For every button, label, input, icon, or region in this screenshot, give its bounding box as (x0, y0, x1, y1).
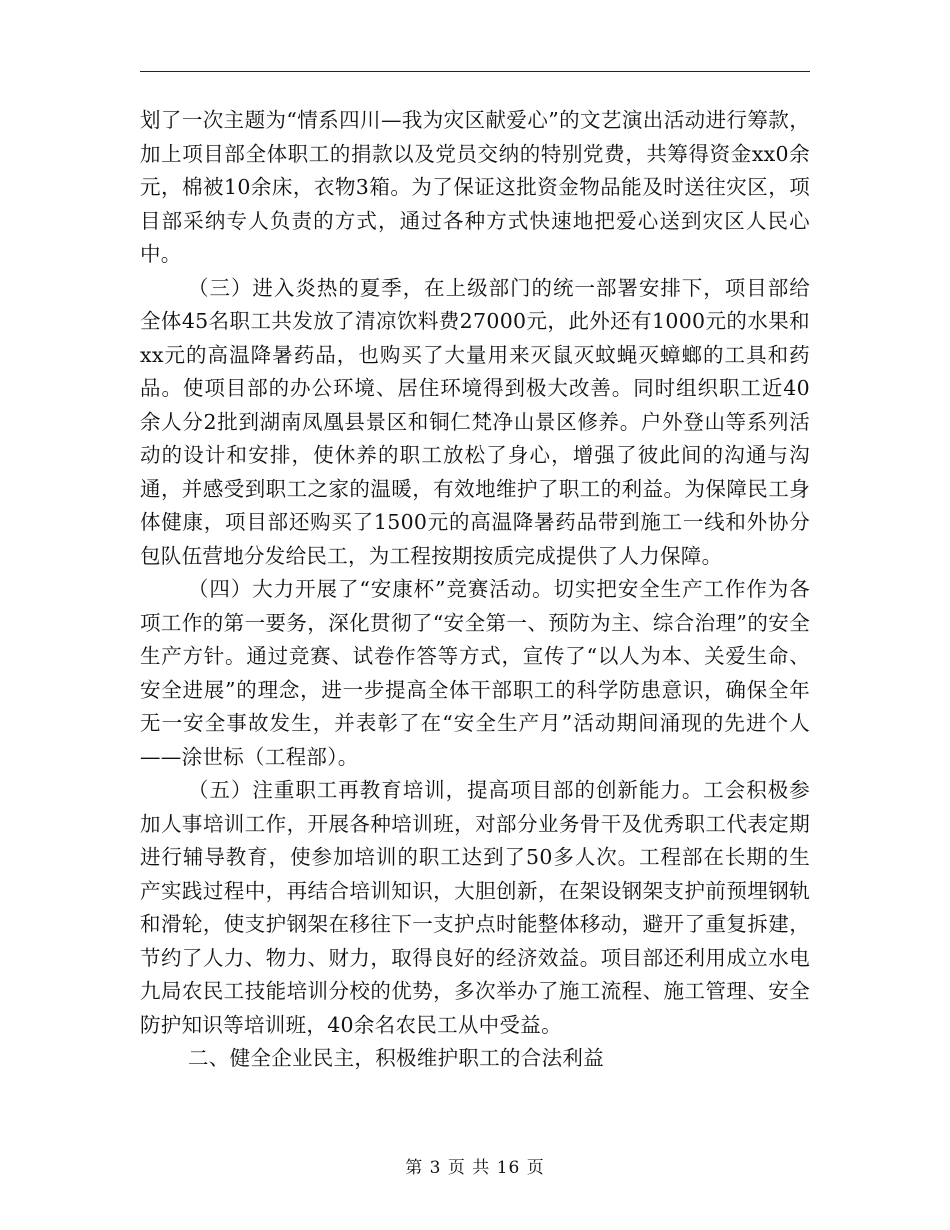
section-heading-democracy: 二、健全企业民主，积极维护职工的合法利益 (188, 1046, 604, 1070)
paragraph-training: （五）注重职工再教育培训，提高项目部的创新能力。工会积极参加人事培训工作，开展各种培训班，对部分业务骨干及优秀职工代表定期进行辅导教育，使参加培训的职工达到了50多人次。工程部在长期的生产实践过程中，再结合培训知识，大胆创新，在架设钢架支护前预埋钢轨和滑轮，使支护钢架在移往下一支护点时能整体移动，避开了重复拆建，节约了人力、物力、财力，取得良好的经济效益。项目部还利用成立水电九局农民工技能培训分校的优势，多次举办了施工流程、施工管理、安全防护知识等培训班，40余名农民工从中受益。 (140, 778, 810, 1037)
paragraph-summer-welfare: （三）进入炎热的夏季，在上级部门的统一部署安排下，项目部给全体45名职工共发放了清凉饮料费27000元，此外还有1000元的水果和xx元的高温降暑药品，也购买了大量用来灭鼠灭蚊蝇灭蟑螂的工具和药品。使项目部的办公环境、居住环境得到极大改善。同时组织职工近40余人分2批到湖南凤凰县景区和铜仁梵净山景区修养。户外登山等系列活动的设计和安排，使休养的职工放松了身心，增强了彼此间的沟通与沟通，并感受到职工之家的温暖，有效地维护了职工的利益。为保障民工身体健康，项目部还购买了1500元的高温降暑药品带到施工一线和外协分包队伍营地分发给民工，为工程按期按质完成提供了人力保障。 (140, 275, 810, 568)
paragraph-donation-continued: 划了一次主题为“情系四川—我为灾区献爱心”的文艺演出活动进行筹款，加上项目部全体职工的捐款以及党员交纳的特别党费，共筹得资金xx0余元，棉被10余床，衣物3箱。为了保证这批资金物品能及时送往灾区，项目部采纳专人负责的方式，通过各种方式快速地把爱心送到灾区人民心中。 (140, 108, 810, 266)
page-number-footer: 第 3 页 共 16 页 (405, 1158, 545, 1178)
paragraph-ankang-cup: （四）大力开展了“安康杯”竞赛活动。切实把安全生产工作作为各项工作的第一要务，深化贯彻了“安全第一、预防为主、综合治理”的安全生产方针。通过竞赛、试卷作答等方式，宣传了“以人为本、关爱生命、安全进展”的理念，进一步提高全体干部职工的科学防患意识，确保全年无一安全事故发生，并表彰了在“安全生产月”活动期间涌现的先进个人——涂世标（工程部）。 (140, 577, 810, 769)
document-body (140, 104, 810, 1076)
header-rule (140, 71, 810, 72)
